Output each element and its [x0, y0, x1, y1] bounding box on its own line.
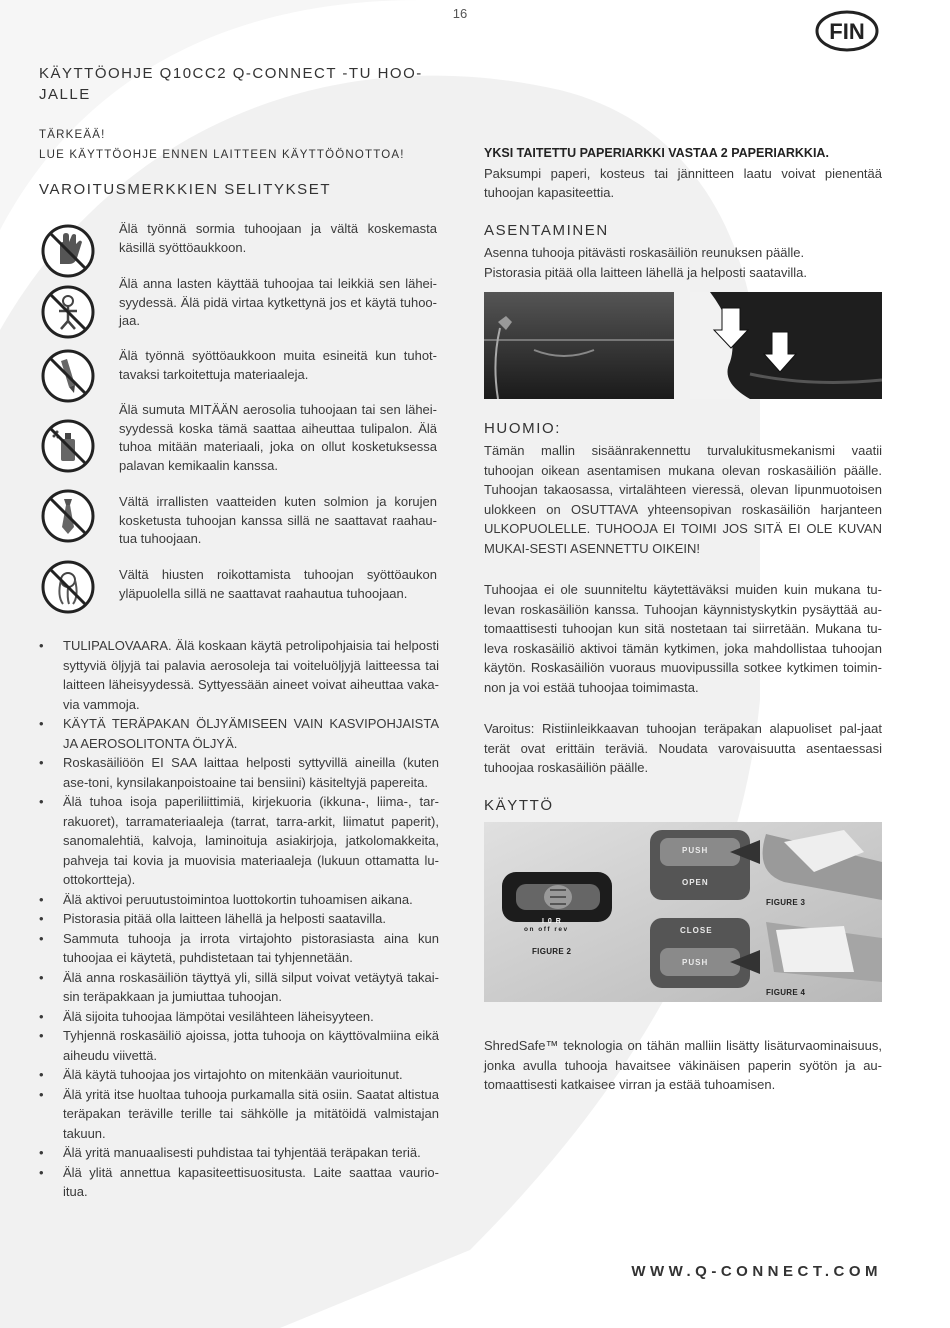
no-foreign-objects-icon — [39, 347, 97, 405]
list-item: • Älä yritä manuaalisesti puhdistaa tai tyhjentää teräpakan teriä. — [39, 1143, 439, 1163]
warning-row — [39, 275, 439, 335]
important-line1: TÄRKEÄÄ! — [39, 129, 106, 141]
usage-heading: KÄYTTÖ — [484, 797, 554, 814]
important-notice — [39, 125, 459, 165]
list-item: • Sammuta tuhooja ja irrota virtajohto pistorasiasta aina kun tuhoojaa ei käytetä, puhdistetaan tai tyhjennetään. — [39, 929, 439, 968]
note-heading: HUOMIO: — [484, 420, 562, 437]
usage-figure-panel — [484, 822, 882, 1002]
figure-3-open-text: OPEN — [682, 878, 709, 887]
list-item: • Älä yritä itse huoltaa tuhooja purkamalla sitä osiin. Saatat altistua teräpakan teräville terille tai sähkölle ja mitätöidä valmistajan takuun. — [39, 1085, 439, 1144]
figure-4-label: FIGURE 4 — [766, 988, 806, 997]
footer-website: WWW.Q-CONNECT.COM — [631, 1263, 882, 1280]
warning-text: Älä työnnä sormia tuhoojaan ja vältä koskemasta käsillä syöttöaukkoon. — [119, 221, 437, 255]
note-paragraph-1: Tämän mallin sisäänrakennettu turvalukitusmekanismi vaatii tuhoojan oikean asentamisen mukana olevan roskasäiliön päälle. Tuhoojan takaosassa, virtalähteen vieressä, olevan lipunmuotoisen ulokkeen on OSUTTAVA yhteensopivan roskasäiliön harjanteen ULKOPUOLELLE. TUHOOJA EI TOIMI JOS SITÄ EI OLE KUVAN MUKAI-SESTI ASENNETTU OIKEIN! — [484, 443, 882, 556]
figure-3-label: FIGURE 3 — [766, 898, 806, 907]
shredsafe-text: ShredSafe™ teknologia on tähän malliin lisätty lisäturvaominaisuus, jonka avulla tuhooja havaitsee väkinäisen paperin syötön ja au-tomaattisesti katkaisee virran ja estää tuhoamisen. — [484, 1038, 882, 1092]
warning-text: Älä sumuta MITÄÄN aerosolia tuhoojaan tai sen lähei-syydessä koska tämä saattaa aiheuttaa tulipalon. Älä tuhoa mitään materiaali, joka on ollut kosketuksessa palavan kemikaalin kanssa. — [119, 402, 437, 473]
warning-row — [39, 220, 439, 276]
assembly-photo-right — [690, 292, 882, 399]
figure-4-push-text: PUSH — [682, 958, 709, 967]
warning-text: Älä anna lasten käyttää tuhoojaa tai leikkiä sen lähei-syydessä. Älä pidä virtaa kytkettynä jos et käytä tuhoo-jaa. — [119, 276, 437, 328]
assembly-heading: ASENTAMINEN — [484, 222, 609, 239]
assembly-text — [484, 243, 882, 282]
note-paragraph-3: Varoitus: Ristiinleikkaavan tuhoojan teräpakan alapuoliset pal-jaat terät ovat erittäin teräviä. Noudata varovaisuutta asentaessasi tuhoojaa roskasäiliön päälle. — [484, 721, 882, 775]
list-item: • KÄYTÄ TERÄPAKAN ÖLJYÄMISEEN VAIN KASVIPOHJAISTA JA AEROSOLITONTA ÖLJYÄ. — [39, 714, 439, 753]
warning-text: Vältä hiusten roikottamista tuhoojan syöttöaukon yläpuolella sillä ne saattavat raahautua tuhoojaan. — [119, 567, 437, 601]
language-badge — [815, 10, 879, 52]
assembly-line1: Asenna tuhooja pitävästi roskasäiliön reunuksen päälle. — [484, 245, 805, 260]
document-title-line2: JALLE — [39, 86, 91, 103]
no-fingers-icon — [39, 222, 97, 280]
figure-4-close-text: CLOSE — [680, 926, 713, 935]
list-item: • Älä anna roskasäiliön täyttyä yli, sillä silput voivat vetäytyä takai-sin teräpakkaan ja jumiuttaa tuhoojan. — [39, 968, 439, 1007]
no-aerosol-icon — [39, 417, 97, 475]
document-title-line1: KÄYTTÖOHJE Q10CC2 Q-CONNECT -TU HOO- — [39, 65, 423, 82]
list-item: • Älä sijoita tuhoojaa lämpötai vesilähteen läheisyyteen. — [39, 1007, 439, 1027]
figure-2-label: FIGURE 2 — [532, 947, 572, 956]
switch-sublabels: on off rev — [524, 926, 569, 933]
figure-3-push-text: PUSH — [682, 846, 709, 855]
warning-text: Vältä irrallisten vaatteiden kuten solmion ja korujen kosketusta tuhoojan kanssa sillä ne saattavat raahau-tua tuhoojaan. — [119, 494, 437, 546]
list-item: • Älä ylitä annettua kapasiteettisuositusta. Laite saattaa vaurio-itua. — [39, 1163, 439, 1202]
assembly-line2: Pistorasia pitää olla laitteen lähellä ja helposti saatavilla. — [484, 264, 808, 280]
warning-text: Älä työnnä syöttöaukkoon muita esineitä kun tuhot-tavaksi tarkoitettuja materiaaleja. — [119, 348, 437, 382]
warning-row — [39, 347, 439, 403]
list-item: • Roskasäiliöön EI SAA laittaa helposti syttyvillä aineilla (kuten ase-toni, kynsilakanpoistoaine tai bensiini) käsiteltyjä papereita. — [39, 753, 439, 792]
warning-row — [39, 566, 439, 614]
switch-labels: I 0 R — [542, 918, 562, 925]
list-item: • Älä aktivoi peruutustoimintoa luottokortin tuhoamisen aikana. — [39, 890, 439, 910]
page-number: 16 — [452, 6, 468, 21]
document-title — [39, 63, 439, 105]
capacity-section — [484, 144, 882, 203]
capacity-text: Paksumpi paperi, kosteus tai jännitteen laatu voivat pienentää tuhoojan kapasiteettia. — [484, 165, 882, 200]
language-badge-text: FIN — [829, 19, 865, 44]
list-item: • Tyhjennä roskasäiliö ajoissa, jotta tuhooja on käyttövalmiina eikä aiheudu viivettä. — [39, 1026, 439, 1065]
safety-bullet-list — [39, 636, 439, 1202]
no-children-icon — [39, 283, 97, 341]
warning-symbols-heading: VAROITUSMERKKIEN SELITYKSET — [39, 181, 332, 198]
note-paragraph-2: Tuhoojaa ei ole suunniteltu käytettäväksi muiden kuin mukana tu-levan roskasäiliön kanssa. Tuhoojan käynnistyskytkin pysäyttää au-tomaattisesti tuhoojan kun sitä nostetaan tai siirretään. Mukana tu-leva roskasäiliö aktivoi tämän kytkimen, joka mahdollistaa tuhoojan käytön. Roskasäiliön vuoraus muovipussilla sotkee kytkimen toimin-non ja voi estää tuhoojaa toimimasta. — [484, 582, 882, 695]
capacity-bold-line: YKSI TAITETTU PAPERIARKKI VASTAA 2 PAPERIARKKIA. — [484, 146, 829, 160]
list-item: • Älä käytä tuhoojaa jos virtajohto on mitenkään vaurioitunut. — [39, 1065, 439, 1085]
no-long-hair-icon — [39, 558, 97, 616]
warning-row — [39, 401, 439, 477]
warning-row — [39, 493, 439, 553]
assembly-photo-left — [484, 292, 674, 399]
important-line2: LUE KÄYTTÖOHJE ENNEN LAITTEEN KÄYTTÖÖNOTTOA! — [39, 149, 405, 161]
list-item: • Älä tuhoa isoja paperiliittimiä, kirjekuoria (ikkuna-, liima-, tar-rakuoret), tarramateriaaleja (tarrat, tarra-arkit, liimatut paperit), sanomalehtiä, kalvoja, laminoituja asiakirjoja, jatkolomakkeita, pahveja tai kovia ja muovisia materiaaleja (lukuun ottamatta lu-ottokortteja). — [39, 792, 439, 890]
no-loose-clothing-icon — [39, 487, 97, 545]
list-item: • Pistorasia pitää olla laitteen lähellä ja helposti saatavilla. — [39, 909, 439, 929]
list-item: • TULIPALOVAARA. Älä koskaan käytä petrolipohjaisia tai helposti syttyviä öljyjä tai palavia aerosoleja tai voiteluöljyjä laitteessa tai laitteen läheisyydessä. Syttyessään aineet voivat aiheuttaa vaka-via vammoja. — [39, 636, 439, 714]
